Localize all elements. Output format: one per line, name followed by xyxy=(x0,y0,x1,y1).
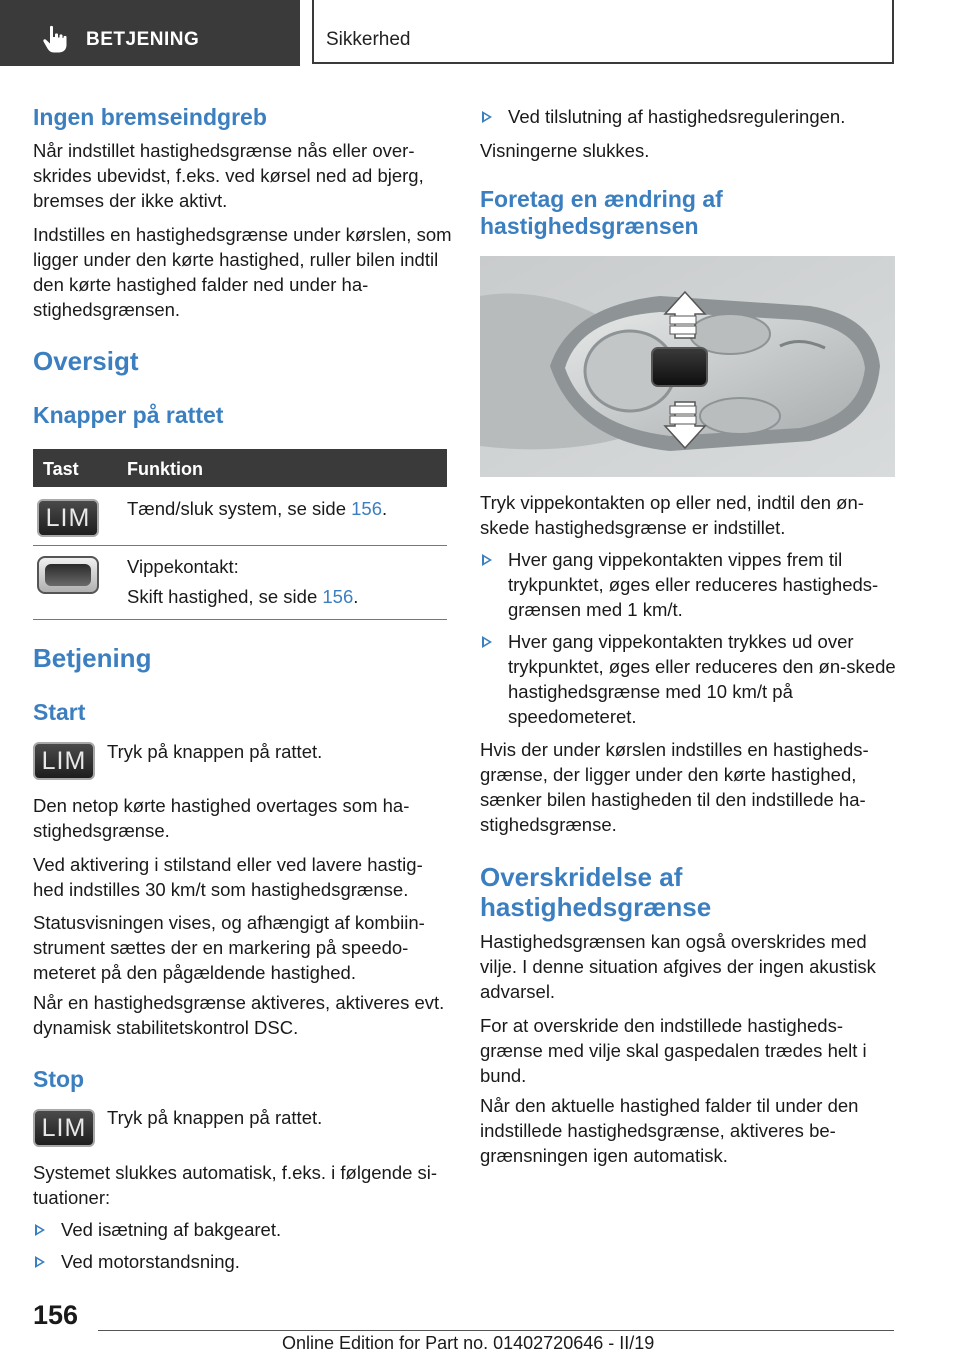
page-number: 156 xyxy=(33,1300,79,1330)
paragraph: Når en hastighedsgrænse aktiveres, aktiveres evt. dynamisk stabilitetskontrol DSC. xyxy=(33,992,445,1038)
list-item xyxy=(480,629,900,729)
list-item-text: Ved motorstandsning. xyxy=(61,1251,240,1272)
rocker-switch-icon xyxy=(37,556,99,594)
row-text: Skift hastighed, se side xyxy=(127,586,323,607)
steering-wheel-rocker-photo xyxy=(480,256,895,477)
paragraph: For at overskride den indstillede hastigheds-grænse med vilje skal gaspedalen trædes helt i bund. xyxy=(480,1015,867,1086)
paragraph: Hvis der under kørslen indstilles en hastigheds-grænse, der ligger under den kørte hastighed, sænker bilen hastigheden til den indstillede ha-stighedsgrænse. xyxy=(480,739,869,835)
section-tab-label: BETJENING xyxy=(86,29,200,50)
start-action: Tryk på knappen på rattet. xyxy=(107,741,323,762)
heading-ingen-bremseindgreb: Ingen bremseindgreb xyxy=(33,104,267,130)
table-header xyxy=(33,449,447,487)
list-item xyxy=(480,104,900,129)
heading-oversigt: Oversigt xyxy=(33,346,139,376)
paragraph: Visningerne slukkes. xyxy=(480,140,650,161)
heading-knapper: Knapper på rattet xyxy=(33,402,224,428)
bullet-triangle-icon xyxy=(35,1224,45,1236)
bullet-triangle-icon xyxy=(482,111,492,123)
chapter-title: Sikkerhed xyxy=(326,29,411,50)
section-tab xyxy=(0,0,300,66)
hand-pointer-icon xyxy=(42,25,68,53)
list-item xyxy=(33,1217,453,1242)
list-item xyxy=(33,1249,453,1274)
list-item-text: Hver gang vippekontakten vippes frem til trykpunktet, øges eller reduceres hastigheds-grænsen med 1 km/t. xyxy=(508,549,879,620)
lim-button-icon: LIM xyxy=(33,742,95,780)
page-link[interactable]: 156 xyxy=(351,498,383,519)
footer-divider xyxy=(98,1330,894,1331)
list-item-text: Ved tilslutning af hastighedsreguleringen. xyxy=(508,106,846,127)
row-text: Tænd/sluk system, se side xyxy=(127,498,352,519)
lim-button-icon: LIM xyxy=(37,499,99,537)
paragraph: Ved aktivering i stilstand eller ved lavere hastig-hed indstilles 30 km/t som hastighedsgrænse. xyxy=(33,854,423,900)
heading-betjening: Betjening xyxy=(33,643,152,673)
row-function xyxy=(127,584,447,609)
edition-text: Online Edition for Part no. 01402720646 - II/19 xyxy=(282,1333,655,1353)
row-end: . xyxy=(353,586,359,607)
bullet-triangle-icon xyxy=(482,636,492,648)
paragraph: Når indstillet hastighedsgrænse nås eller over-skrides ubevidst, f.eks. ved kørsel ned ad bjerg, bremses der ikke aktivt. xyxy=(33,140,424,211)
bullet-triangle-icon xyxy=(482,554,492,566)
paragraph: Den netop kørte hastighed overtages som ha-stighedsgrænse. xyxy=(33,795,410,841)
row-function-title: Vippekontakt: xyxy=(127,556,239,577)
bullet-triangle-icon xyxy=(35,1256,45,1268)
stop-action: Tryk på knappen på rattet. xyxy=(107,1107,323,1128)
list-item-text: Ved isætning af bakgearet. xyxy=(61,1219,282,1240)
heading-foretag: Foretag en ændring af hastighedsgrænsen xyxy=(480,186,723,239)
heading-stop: Stop xyxy=(33,1066,85,1092)
page-header xyxy=(0,0,960,66)
list-item-text: Hver gang vippekontakten trykkes ud over trykpunktet, øges eller reduceres den øn-skede hastighedsgrænse med 10 km/t på speedometeret. xyxy=(508,631,896,727)
table-row xyxy=(33,487,447,546)
paragraph: Indstilles en hastighedsgrænse under kørslen, som ligger under den kørte hastighed, ruller bilen indtil den kørte hastighed falder ned under ha-stighedsgrænsen. xyxy=(33,224,452,320)
lim-button-icon: LIM xyxy=(33,1109,95,1147)
col-tast: Tast xyxy=(43,459,79,479)
paragraph: Statusvisningen vises, og afhængigt af kombiin-strument sættes der en markering på speedo-meteret på den pågældende hastighed. xyxy=(33,912,425,983)
paragraph: Hastighedsgrænsen kan også overskrides med vilje. I denne situation afgives der ingen akustisk advarsel. xyxy=(480,931,876,1002)
buttons-table xyxy=(33,449,447,620)
row-function xyxy=(127,496,447,521)
chapter-frame xyxy=(312,0,894,64)
row-end: . xyxy=(382,498,388,519)
heading-overskridelse: Overskridelse af hastighedsgrænse xyxy=(480,862,712,922)
paragraph: Tryk vippekontakten op eller ned, indtil den øn-skede hastighedsgrænse er indstillet. xyxy=(480,492,864,538)
page-link[interactable]: 156 xyxy=(322,586,354,607)
heading-start: Start xyxy=(33,699,86,725)
table-row xyxy=(33,546,447,620)
paragraph: Systemet slukkes automatisk, f.eks. i følgende si-tuationer: xyxy=(33,1162,438,1208)
col-funktion: Funktion xyxy=(127,459,203,479)
paragraph: Når den aktuelle hastighed falder til under den indstillede hastighedsgrænse, aktiveres be-grænsningen igen automatisk. xyxy=(480,1095,859,1166)
list-item xyxy=(480,547,900,622)
